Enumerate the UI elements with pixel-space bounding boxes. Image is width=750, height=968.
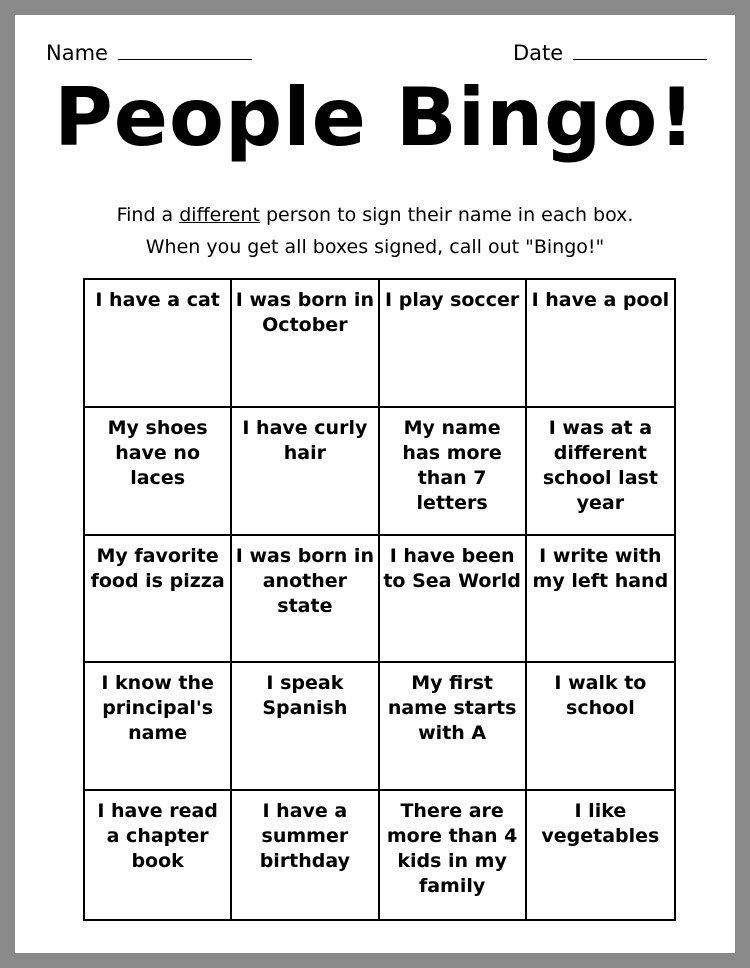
bingo-cell: I was at a different school last year — [527, 408, 674, 536]
page-title: People Bingo! — [54, 71, 696, 164]
name-label: Name — [46, 41, 108, 65]
bingo-cell: There are more than 4 kids in my family — [380, 791, 527, 919]
bingo-cell: I walk to school — [527, 663, 674, 791]
bingo-cell: I play soccer — [380, 280, 527, 408]
instructions-emphasis: different — [179, 204, 260, 226]
bingo-cell: I have curly hair — [232, 408, 379, 536]
worksheet-page — [15, 15, 735, 953]
bingo-cell: My shoes have no laces — [85, 408, 232, 536]
date-blank-line — [573, 45, 707, 60]
bingo-cell: I have a cat — [85, 280, 232, 408]
instructions-line-2: When you get all boxes signed, call out "Bingo!" — [145, 236, 605, 258]
bingo-cell: I know the principal's name — [85, 663, 232, 791]
instructions-line-1-post: person to sign their name in each box. — [259, 204, 634, 226]
bingo-cell: I was born in another state — [232, 536, 379, 664]
bingo-cell: I have a pool — [527, 280, 674, 408]
bingo-cell: I speak Spanish — [232, 663, 379, 791]
date-label: Date — [513, 41, 564, 65]
instructions-line-1-pre: Find a — [116, 204, 180, 226]
bingo-cell: My favorite food is pizza — [85, 536, 232, 664]
bingo-cell: I write with my left hand — [527, 536, 674, 664]
date-field — [513, 41, 707, 65]
name-field — [46, 41, 252, 65]
bingo-cell: I was born in October — [232, 280, 379, 408]
bingo-cell: I like vegetables — [541, 800, 660, 848]
name-blank-line — [118, 45, 252, 60]
bingo-grid — [83, 278, 676, 921]
instructions-line-1 — [15, 204, 735, 226]
bingo-cell: I have a summer birthday — [232, 791, 379, 919]
bingo-cell: I have been to Sea World — [380, 536, 527, 664]
bingo-cell: My first name starts with A — [380, 663, 527, 791]
bingo-cell: My name has more than 7 letters — [380, 408, 527, 536]
bingo-cell: I have read a chapter book — [85, 791, 232, 919]
